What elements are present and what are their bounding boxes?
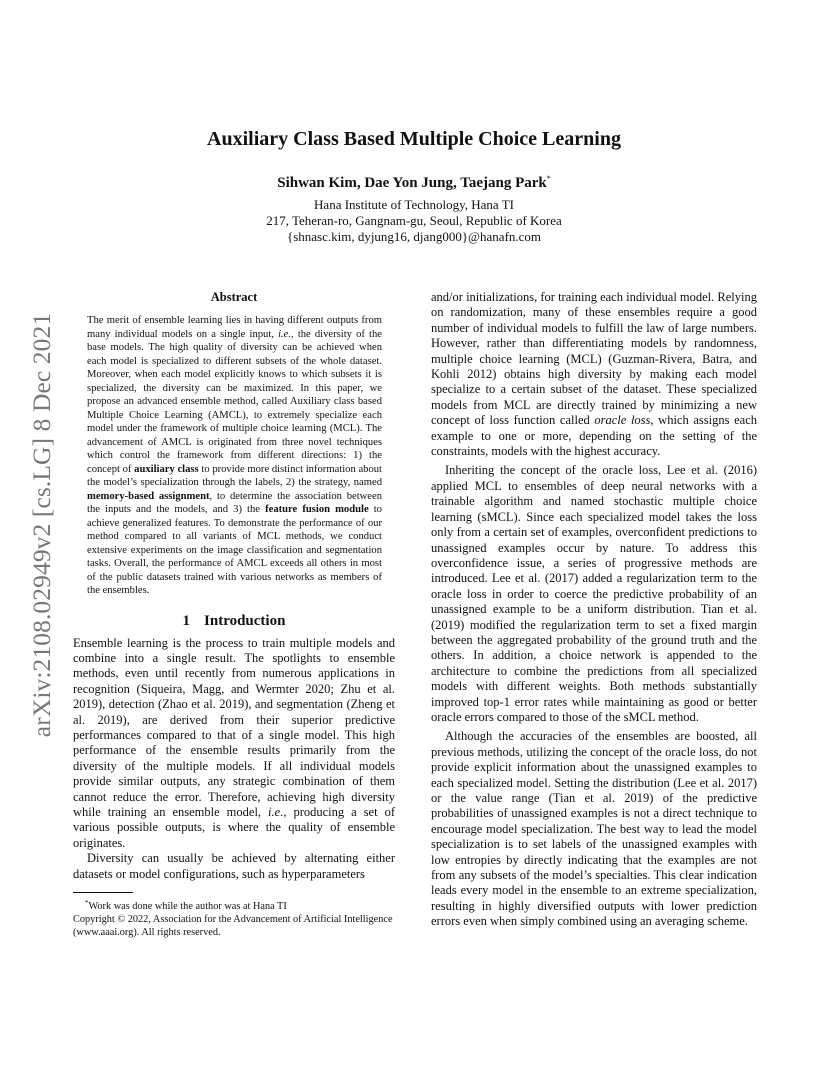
abstract-bold-term: auxiliary class xyxy=(134,463,199,475)
right-column xyxy=(431,290,757,930)
intro-text-part: , producing a set of various possible outputs, is where the quality of ensemble originates. xyxy=(73,804,395,850)
section-number: 1 xyxy=(182,612,191,629)
section-heading-introduction xyxy=(73,613,395,630)
right-paragraph-2: Inheriting the concept of the oracle loss, Lee et al. (2016) applied MCL to ensembles of deep neural networks with a trainable algorithm and named stochastic multiple choice learning (sMCL). Since each specialized model takes the loss only from a certain set of examples, overconfident predictions to unassigned examples occur by nature. To address this overconfidence issue, a series of progressive methods are introduced. Lee et al. (2017) added a regularization term to the oracle loss in order to coerce the predictive probability of an unassigned example to be a uniform distribution. Tian et al. (2019) modified the regularization term to set a fixed margin between the aggregated probability of the ground truth and the others. In addition, a choice network is appended to the architecture to combine the predictions from all specialized models with different weights. Both methods substantially improved top-1 error rates while maintaining as good or better oracle errors compared to those of the sMCL method. xyxy=(431,463,757,724)
right-paragraph-3: Although the accuracies of the ensembles are boosted, all previous methods, utilizing the concept of the oracle loss, do not provide explicit information about the unassigned examples to each specialized model. Setting the distribution (Lee et al. 2017) or the value range (Tian et al. 2019) of the predictive probabilities of unassigned examples is not a direct technique to encourage model specialization. The best way to lead the model specialization is to set labels of the unassigned examples with low entropies by directly indicating that the examples are not from any subsets of the model’s specialties. This clear indication leads every model in the ensemble to an extreme specialization, resulting in highly diversified outputs with lower prediction errors even when simply combined using an averaging scheme. xyxy=(431,729,757,929)
author-footnote-mark: * xyxy=(546,174,551,183)
footnote-mark: * xyxy=(85,899,89,907)
right-paragraph-1 xyxy=(431,290,757,459)
left-column xyxy=(73,290,395,939)
intro-text-part: Ensemble learning is the process to train multiple models and combine into a single result. The spotlights to ensemble methods, even until recently from numerous applications in recognition (Siqueira, Magg, and Wermter 2020; Zhu et al. 2019), detection (Zhao et al. 2019), and segmentation (Zheng et al. 2019), are derived from their superior predictive performances compared to that of a single model. This high performance of the ensemble results primarily from the diversity of the multiple models. If all individual models provide similar outputs, any strategic combination of them cannot reduce the error. Therefore, achieving high diversity while training an ensemble model, xyxy=(73,635,395,819)
affiliation-institute: Hana Institute of Technology, Hana TI xyxy=(314,197,514,212)
footnote-text: Work was done while the author was at Hana TI xyxy=(88,901,287,912)
copyright-notice: Copyright © 2022, Association for the Advancement of Artificial Intelligence (www.aaai.org). All rights reserved. xyxy=(73,914,393,938)
right-text-part: , which assigns each example to one or more, depending on the setting of the constraints, models with the highest accuracy. xyxy=(431,413,757,459)
intro-paragraph-2: Diversity can usually be achieved by alternating either datasets or model configurations, such as hyperparameters xyxy=(73,851,395,881)
section-title: Introduction xyxy=(204,612,286,629)
footnote-divider xyxy=(73,892,133,893)
abstract-text-part: to achieve generalized features. To demonstrate the performance of our method compared to all variants of MCL methods, we conduct extensive experiments on the image classification and segmentation tasks. Overall, the performance of AMCL exceeds all others in most of the public datasets trained with various networks as members of the ensembles. xyxy=(87,504,382,596)
abstract-bold-term: feature fusion module xyxy=(265,504,369,515)
authors-text: Sihwan Kim, Dae Yon Jung, Taejang Park xyxy=(277,175,547,191)
arxiv-stamp xyxy=(22,290,62,760)
author-list xyxy=(0,174,828,192)
right-text-part: and/or initializations, for training each individual model. Relying on randomization, many of these ensembles require a good number of individual models to fulfill the law of large numbers. However, rather than differentiating models by randomness, multiple choice learning (MCL) (Guzman-Rivera, Batra, and Kohli 2012) obtains high diversity by making each model specialize to a certain subset of the dataset. These specialized models from MCL are directly trained by minimizing a new concept of loss function called xyxy=(431,290,757,428)
intro-paragraph-1 xyxy=(73,636,395,852)
arxiv-stamp-text: arXiv:2108.02949v2 [cs.LG] 8 Dec 2021 xyxy=(27,312,56,738)
paper-title: Auxiliary Class Based Multiple Choice Learning xyxy=(207,128,621,150)
abstract-text-part: , the diversity of the base models. The high quality of diversity can be achieved when each model is specialized to different subsets of the whole dataset. Moreover, when each model explicitly knows to which subsets it is specialized, the diversity can be maximized. In this paper, we propose an advanced ensemble method, called Auxiliary class based Multiple Choice Learning (AMCL), to extremely specialize each model under the framework of multiple choice learning (MCL). The advancement of AMCL is originated from three novel techniques which control the framework from different directions: 1) the concept of xyxy=(87,328,382,475)
abstract-text-part: to provide more distinct information about the model’s specialization through the labels, 2) the strategy, named xyxy=(87,463,382,488)
oracle-loss-term: oracle loss xyxy=(594,413,651,428)
affiliation-emails: {shnasc.kim, dyjung16, djang000}@hanafn.com xyxy=(286,229,542,244)
abstract-text-part: The merit of ensemble learning lies in having different outputs from many individual models on a single input, xyxy=(87,315,382,340)
author-footnote xyxy=(73,897,395,913)
abstract-emphasis: i.e. xyxy=(278,328,292,340)
affiliation-address: 217, Teheran-ro, Gangnam-gu, Seoul, Republic of Korea xyxy=(266,213,562,228)
abstract-text-part: , to determine the association between the inputs and the models, and 3) the xyxy=(87,490,382,515)
abstract-text xyxy=(87,314,382,598)
intro-emphasis: i.e. xyxy=(268,804,284,819)
affiliation-block xyxy=(0,197,828,245)
abstract-heading: Abstract xyxy=(210,290,258,304)
abstract-bold-term: memory-based assignment xyxy=(87,490,210,502)
